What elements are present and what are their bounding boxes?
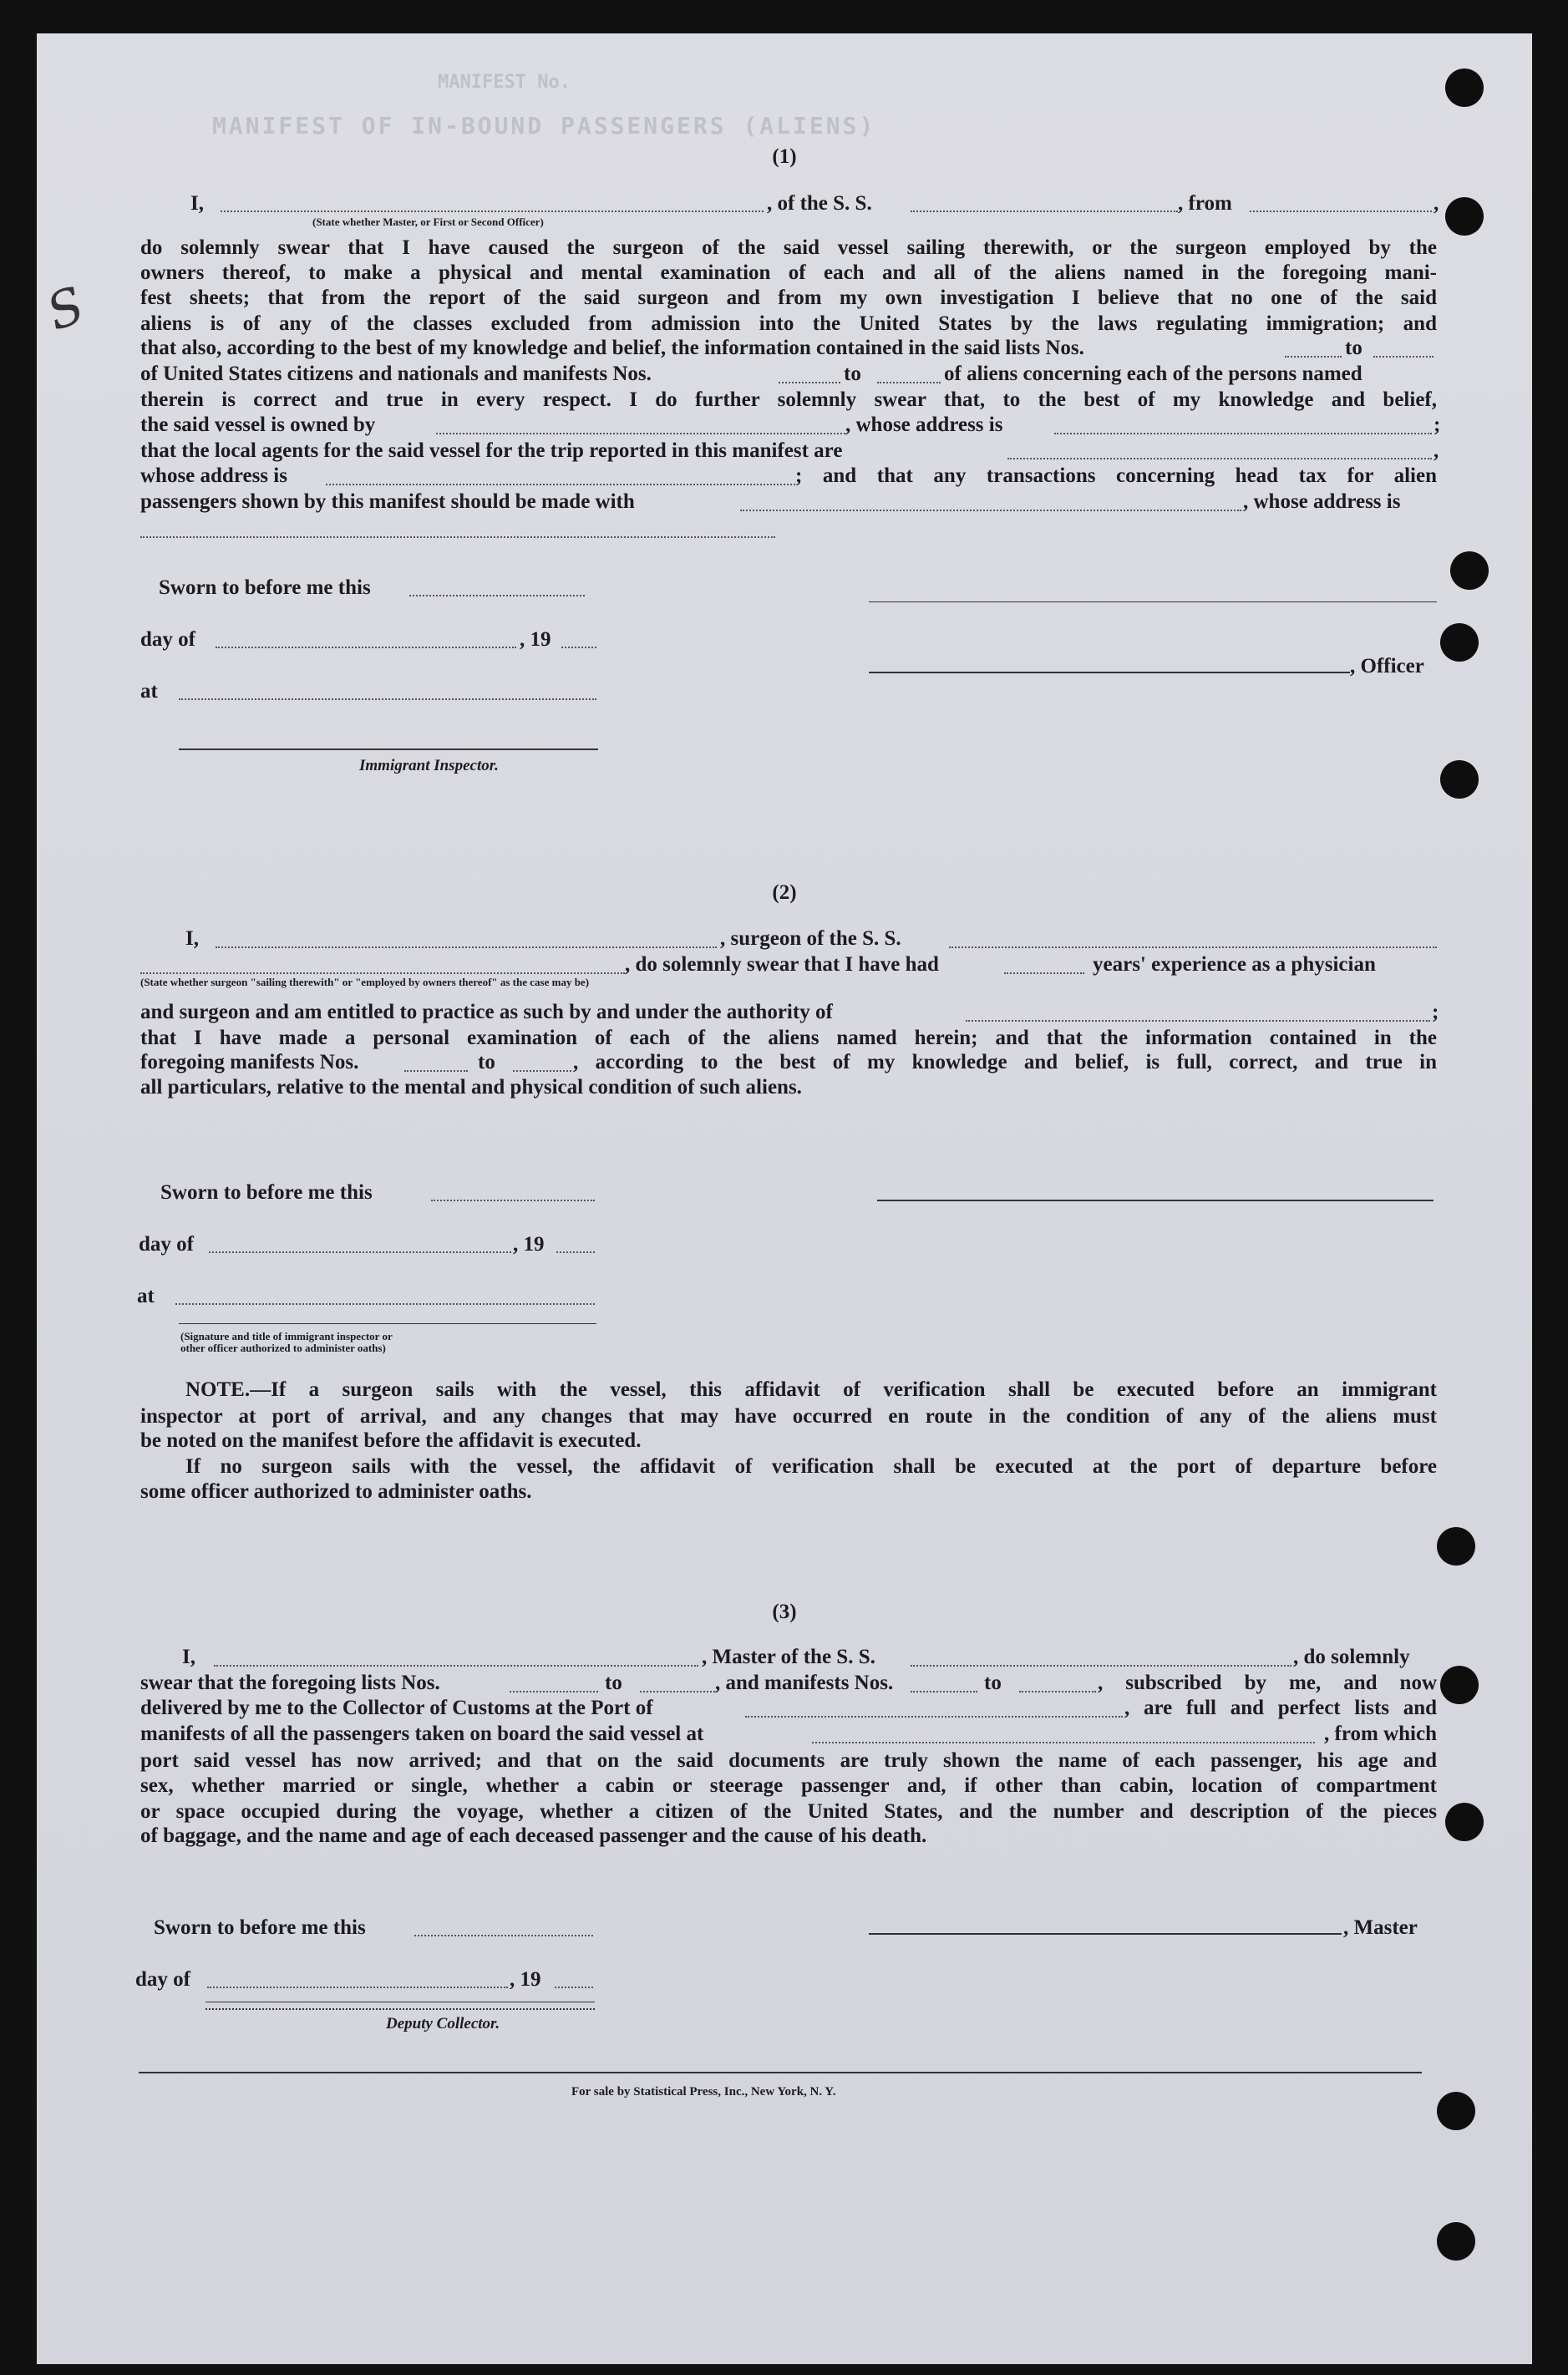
binder-hole bbox=[1437, 1527, 1475, 1566]
note-line: If no surgeon sails with the vessel, the affidavit of verification shall be executed at the port of departure before bbox=[185, 1455, 1437, 1478]
s1-text-line: therein is correct and true in every respect. I do further solemnly swear that, to the best of my knowledge and belief, bbox=[140, 388, 1437, 411]
section-3-number: (3) bbox=[772, 1601, 797, 1623]
s2-status-sublabel: (State whether surgeon "sailing therewith" or "employed by owners thereof" as the case may be) bbox=[140, 976, 590, 988]
s1-line1-from: , from bbox=[1178, 192, 1232, 215]
s2-manifest-from-blank[interactable] bbox=[404, 1070, 468, 1072]
s1-sworn: Sworn to before me this bbox=[159, 576, 371, 599]
manifests-from-blank[interactable] bbox=[779, 382, 840, 383]
head-tax-contact-blank[interactable] bbox=[740, 510, 1241, 511]
s2-foregoing: foregoing manifests Nos. bbox=[140, 1051, 359, 1073]
s2-swear: , do solemnly swear that I have had bbox=[625, 953, 939, 976]
s1-text-to: to bbox=[844, 363, 861, 385]
master-label: , Master bbox=[1343, 1916, 1418, 1939]
s1-text-manifests: of United States citizens and nationals and manifests Nos. bbox=[140, 363, 652, 385]
lists-to-blank[interactable] bbox=[1373, 356, 1434, 358]
section-1-number: (1) bbox=[772, 145, 797, 168]
binder-hole bbox=[1437, 2222, 1475, 2261]
officer-label: , Officer bbox=[1350, 655, 1424, 677]
binder-hole bbox=[1440, 623, 1479, 662]
s3-delivered: delivered by me to the Collector of Customs at the Port of bbox=[140, 1697, 653, 1719]
s3-lists-to-blank[interactable] bbox=[640, 1691, 715, 1692]
s2-text-line: all particulars, relative to the mental and physical condition of such aliens. bbox=[140, 1076, 802, 1099]
s1-owned-by: the said vessel is owned by bbox=[140, 414, 376, 436]
s3-subscribed: , subscribed by me, and now bbox=[1098, 1672, 1437, 1694]
s2-sworn: Sworn to before me this bbox=[160, 1181, 373, 1204]
ghost-manifest-title: MANIFEST OF IN-BOUND PASSENGERS (ALIENS) bbox=[212, 112, 876, 140]
note-line: be noted on the manifest before the affidavit is executed. bbox=[140, 1429, 642, 1452]
s3-day-of: day of bbox=[135, 1968, 190, 1991]
s3-text-line: sex, whether married or single, whether a cabin or steerage passenger and, if other than cabin, location of compartment bbox=[140, 1774, 1437, 1797]
inspector-signature-line[interactable] bbox=[179, 749, 598, 750]
s1-line1-i: I, bbox=[190, 192, 204, 215]
surgeon-name-blank[interactable] bbox=[216, 946, 717, 948]
printer-credit: For sale by Statistical Press, Inc., New York, N. Y. bbox=[571, 2085, 836, 2098]
s3-taken-on-board: manifests of all the passengers taken on board the said vessel at bbox=[140, 1723, 704, 1745]
s1-day-of: day of bbox=[140, 628, 195, 651]
s2-manifest-to-blank[interactable] bbox=[513, 1070, 571, 1072]
s3-master-of: , Master of the S. S. bbox=[702, 1646, 875, 1668]
s3-text-line: of baggage, and the name and age of each deceased passenger and the cause of his death. bbox=[140, 1824, 927, 1847]
s2-place-blank[interactable] bbox=[175, 1303, 595, 1305]
binder-hole bbox=[1445, 69, 1484, 107]
s1-comma: , bbox=[1434, 192, 1439, 215]
s2-signature-sublabel: (Signature and title of immigrant inspector or bbox=[180, 1330, 393, 1342]
s2-at: at bbox=[137, 1285, 155, 1307]
surgeon-status-blank[interactable] bbox=[140, 972, 625, 974]
section-2-number: (2) bbox=[772, 881, 797, 904]
s1-text-aliens: of aliens concerning each of the persons named bbox=[944, 363, 1362, 385]
s3-lists-from-blank[interactable] bbox=[510, 1691, 598, 1692]
master-signature-line[interactable] bbox=[869, 1933, 1342, 1935]
s1-text-lists: that also, according to the best of my knowledge and belief, the information contained in the said lists Nos. bbox=[140, 337, 1084, 359]
s3-text-line: or space occupied during the voyage, whether a citizen of the United States, and the number and description of the pieces bbox=[140, 1800, 1437, 1823]
s2-text-line: that I have made a personal examination of each of the aliens named herein; and that the information contained in the bbox=[140, 1027, 1437, 1049]
s1-sworn-date-blank[interactable] bbox=[409, 595, 585, 596]
s3-swear-lists: swear that the foregoing lists Nos. bbox=[140, 1672, 440, 1694]
s2-surgeon-of: , surgeon of the S. S. bbox=[720, 927, 901, 950]
s3-master-name-blank[interactable] bbox=[214, 1665, 698, 1667]
binder-hole bbox=[1437, 2092, 1475, 2130]
s3-port-blank[interactable] bbox=[745, 1716, 1123, 1718]
s3-month-blank[interactable] bbox=[207, 1987, 508, 1988]
s2-sworn-date-blank[interactable] bbox=[431, 1200, 595, 1201]
s3-solemnly: , do solemnly bbox=[1293, 1646, 1410, 1668]
binder-hole bbox=[1450, 551, 1489, 590]
s3-vessel-blank[interactable] bbox=[911, 1665, 1291, 1667]
binder-hole bbox=[1445, 197, 1484, 236]
margin-mark: S bbox=[39, 276, 92, 343]
s1-year-blank[interactable] bbox=[561, 647, 596, 648]
note-line: some officer authorized to administer oaths. bbox=[140, 1480, 532, 1503]
officer-signature-line[interactable] bbox=[869, 672, 1350, 673]
s3-year: , 19 bbox=[510, 1968, 541, 1991]
s3-to: to bbox=[984, 1672, 1002, 1694]
s3-manifests-from-blank[interactable] bbox=[911, 1691, 977, 1692]
s2-year-blank[interactable] bbox=[556, 1251, 595, 1253]
s3-text-line: port said vessel has now arrived; and that on the said documents are truly shown the name of each passenger, his age and bbox=[140, 1749, 1437, 1772]
years-experience-blank[interactable] bbox=[1004, 972, 1084, 974]
vessel-name-blank[interactable] bbox=[911, 211, 1178, 212]
binder-hole bbox=[1445, 1803, 1484, 1841]
s1-text-line: aliens is of any of the classes excluded from admission into the United States by the laws regulating immigration; and bbox=[140, 312, 1437, 335]
s2-according: , according to the best of my knowledge and belief, is full, correct, and true in bbox=[573, 1051, 1437, 1073]
manifests-to-blank[interactable] bbox=[877, 382, 941, 383]
s1-place-blank[interactable] bbox=[179, 698, 596, 700]
s1-signature-line[interactable] bbox=[869, 601, 1437, 602]
s3-manifests: , and manifests Nos. bbox=[715, 1672, 894, 1694]
binder-hole bbox=[1440, 1666, 1479, 1704]
s1-text-line: fest sheets; that from the report of the said surgeon and from my own investigation I believe that no one of the said bbox=[140, 287, 1437, 309]
authority-blank[interactable] bbox=[966, 1020, 1430, 1022]
agents-address-blank[interactable] bbox=[326, 484, 795, 485]
s2-signature-sublabel: other officer authorized to administer oaths) bbox=[180, 1342, 386, 1354]
from-port-blank[interactable] bbox=[1250, 211, 1432, 212]
s1-head-tax: ; and that any transactions concerning head tax for alien bbox=[795, 464, 1437, 487]
s1-line1-ss: , of the S. S. bbox=[767, 192, 872, 215]
s1-text-line: do solemnly swear that I have caused the surgeon of the said vessel sailing therewith, or the surgeon employed by the bbox=[140, 236, 1437, 259]
s3-sworn: Sworn to before me this bbox=[154, 1916, 366, 1939]
agents-blank[interactable] bbox=[1007, 458, 1432, 459]
binder-hole bbox=[1440, 760, 1479, 799]
ghost-manifest-no: MANIFEST No. bbox=[438, 72, 571, 93]
s2-month-blank[interactable] bbox=[209, 1251, 511, 1253]
footer-rule bbox=[139, 2072, 1422, 2073]
lists-from-blank[interactable] bbox=[1285, 356, 1342, 358]
immigrant-inspector-label: Immigrant Inspector. bbox=[359, 757, 499, 774]
s1-agents-address: whose address is bbox=[140, 464, 287, 487]
s3-i: I, bbox=[182, 1646, 195, 1668]
s1-contact-address: , whose address is bbox=[1243, 490, 1401, 513]
s2-vessel-blank[interactable] bbox=[949, 946, 1437, 948]
deputy-collector-label: Deputy Collector. bbox=[386, 2015, 500, 2032]
s2-officer-signature-line[interactable] bbox=[179, 1323, 596, 1324]
s2-day-of: day of bbox=[139, 1233, 194, 1256]
s1-title-sublabel: (State whether Master, or First or Second Officer) bbox=[312, 216, 544, 228]
s2-experience: years' experience as a physician bbox=[1093, 953, 1376, 976]
s2-year: , 19 bbox=[513, 1233, 545, 1256]
surgeon-signature-line[interactable] bbox=[877, 1200, 1434, 1201]
s1-text-to: to bbox=[1345, 337, 1362, 359]
s1-comma: , bbox=[1434, 439, 1439, 462]
s1-month-blank[interactable] bbox=[216, 647, 516, 648]
note-line: NOTE.—If a surgeon sails with the vessel, this affidavit of verification shall be executed before an immigrant bbox=[185, 1378, 1437, 1401]
s1-passengers-shown: passengers shown by this manifest should be made with bbox=[140, 490, 635, 513]
manifest-page bbox=[37, 33, 1532, 2364]
s1-semicolon: ; bbox=[1434, 414, 1441, 436]
contact-address-blank[interactable] bbox=[140, 536, 775, 538]
s2-i: I, bbox=[185, 927, 199, 950]
collector-signature-line[interactable] bbox=[206, 2008, 595, 2010]
s1-text-line: owners thereof, to make a physical and mental examination of each and all of the aliens named in the foregoing mani- bbox=[140, 261, 1437, 284]
s2-semicolon: ; bbox=[1432, 1001, 1439, 1023]
s3-from-which: , from which bbox=[1324, 1723, 1437, 1745]
s3-to: to bbox=[605, 1672, 622, 1694]
s1-year: , 19 bbox=[520, 628, 551, 651]
s3-year-blank[interactable] bbox=[555, 1987, 593, 1988]
s2-to: to bbox=[478, 1051, 495, 1073]
s3-manifests-to-blank[interactable] bbox=[1019, 1691, 1096, 1692]
s1-at: at bbox=[140, 680, 158, 703]
owner-blank[interactable] bbox=[436, 433, 845, 434]
note-line: inspector at port of arrival, and any changes that may have occurred en route in the condition of any of the aliens must bbox=[140, 1405, 1437, 1428]
s3-full-perfect: , are full and perfect lists and bbox=[1124, 1697, 1437, 1719]
s3-embark-port-blank[interactable] bbox=[812, 1742, 1315, 1743]
owner-address-blank[interactable] bbox=[1054, 433, 1432, 434]
s1-local-agents: that the local agents for the said vessel for the trip reported in this manifest are bbox=[140, 439, 843, 462]
s1-owner-address: , whose address is bbox=[845, 414, 1003, 436]
s2-authority: and surgeon and am entitled to practice as such by and under the authority of bbox=[140, 1001, 833, 1023]
master-name-blank[interactable] bbox=[221, 211, 764, 212]
s3-sworn-date-blank[interactable] bbox=[414, 1935, 593, 1936]
